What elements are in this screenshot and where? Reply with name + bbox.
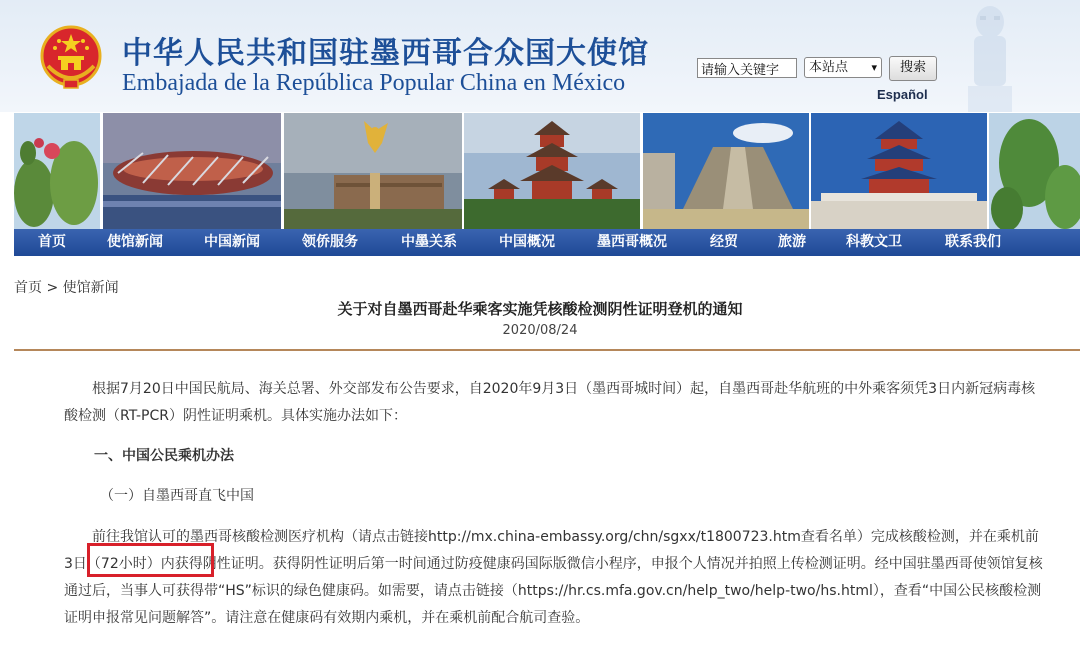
paragraph-text: 前往我馆认可的墨西哥核酸检测医疗机构（请点击链接 — [92, 529, 428, 545]
banner-photo-cactus-right — [989, 113, 1080, 229]
main-nav — [14, 229, 1080, 256]
chevron-down-icon: ▾ — [871, 61, 877, 74]
search-scope-value: 本站点 — [809, 60, 849, 75]
site-title-spanish: Embajada de la República Popular China en México — [122, 70, 626, 96]
title-divider — [14, 349, 1080, 351]
nav-item-tourism[interactable]: 旅游 — [778, 234, 806, 250]
paragraph-text: 查看名单）完成核酸检测，并在乘机前 — [800, 529, 1039, 545]
article-intro-paragraph: 根据7月20日中国民航局、海关总署、外交部发布公告要求，自2020年9月3日（墨西哥城时间）起，自墨西哥赴华航班的中外乘客须凭3日内新冠病毒核酸检测（RT-PCR）阴性证明乘机。具体实施办法如下： — [64, 381, 1036, 424]
nav-item-home[interactable]: 首页 — [38, 234, 66, 250]
health-code-faq-link[interactable]: https://hr.cs.mfa.gov.cn/help_two/help-two/hs.html — [517, 583, 873, 599]
search-input[interactable] — [697, 58, 797, 78]
banner-photo-angel — [284, 113, 462, 229]
breadcrumb — [14, 277, 119, 297]
highlighted-timeframe: 3日（72小时） — [64, 556, 161, 572]
site-title-chinese: 中华人民共和国驻墨西哥合众国大使馆 — [122, 36, 649, 71]
nav-item-trade[interactable]: 经贸 — [710, 234, 738, 250]
nav-item-embassy-news[interactable]: 使馆新闻 — [107, 234, 163, 250]
testing-agencies-link[interactable]: http://mx.china-embassy.org/chn/sgxx/t1800723.htm — [428, 529, 801, 545]
photo-banner — [14, 113, 1080, 229]
nav-item-science-edu[interactable]: 科教文卫 — [846, 234, 902, 250]
banner-photo-pyramid — [643, 113, 809, 229]
banner-photo-pagoda — [464, 113, 640, 229]
banner-photo-birds-nest — [103, 113, 281, 229]
nav-item-relations[interactable]: 中墨关系 — [401, 234, 457, 250]
site-header — [0, 0, 1080, 112]
nav-item-about-china[interactable]: 中国概况 — [499, 234, 555, 250]
red-highlight-box — [87, 543, 214, 577]
paragraph-text: 内获得阴性证明。获得阴性证明后第一时间通过防疫健康码国际版微信小程序，申报个人情况并拍照上传检测证明。经中国驻墨西哥使领馆复核通过后，当事人可获得带“HS”标识的绿色健康码。如需要，请点击链接（ — [64, 556, 1043, 599]
article-title: 关于对自墨西哥赴华乘客实施凭核酸检测阴性证明登机的通知 — [337, 300, 743, 318]
nav-item-contact[interactable]: 联系我们 — [945, 234, 1001, 250]
breadcrumb-home[interactable]: 首页 — [14, 280, 42, 296]
national-emblem-icon — [40, 24, 102, 90]
language-link-spanish[interactable]: Español — [877, 87, 928, 102]
breadcrumb-separator: > — [46, 280, 59, 296]
subsection-heading: （一）自墨西哥直飞中国 — [100, 488, 254, 504]
article-main-paragraph — [64, 524, 1044, 632]
statue-icon — [958, 2, 1022, 112]
banner-photo-cactus — [14, 113, 100, 229]
breadcrumb-current[interactable]: 使馆新闻 — [62, 280, 119, 296]
article-date: 2020/08/24 — [502, 323, 578, 338]
section-heading: 一、中国公民乘机办法 — [94, 448, 234, 464]
paragraph-text: ），查看“中国公民核酸检测证明申报常见问题解答”。请注意在健康码有效期内乘机，并在乘机前配合航司查验。 — [64, 583, 1042, 626]
nav-item-about-mexico[interactable]: 墨西哥概况 — [597, 234, 667, 250]
banner-photo-temple-of-heaven — [811, 113, 987, 229]
search-scope-select[interactable] — [804, 57, 882, 78]
nav-item-china-news[interactable]: 中国新闻 — [204, 234, 260, 250]
search-button[interactable]: 搜索 — [889, 56, 937, 81]
nav-item-consular[interactable]: 领侨服务 — [302, 234, 358, 250]
